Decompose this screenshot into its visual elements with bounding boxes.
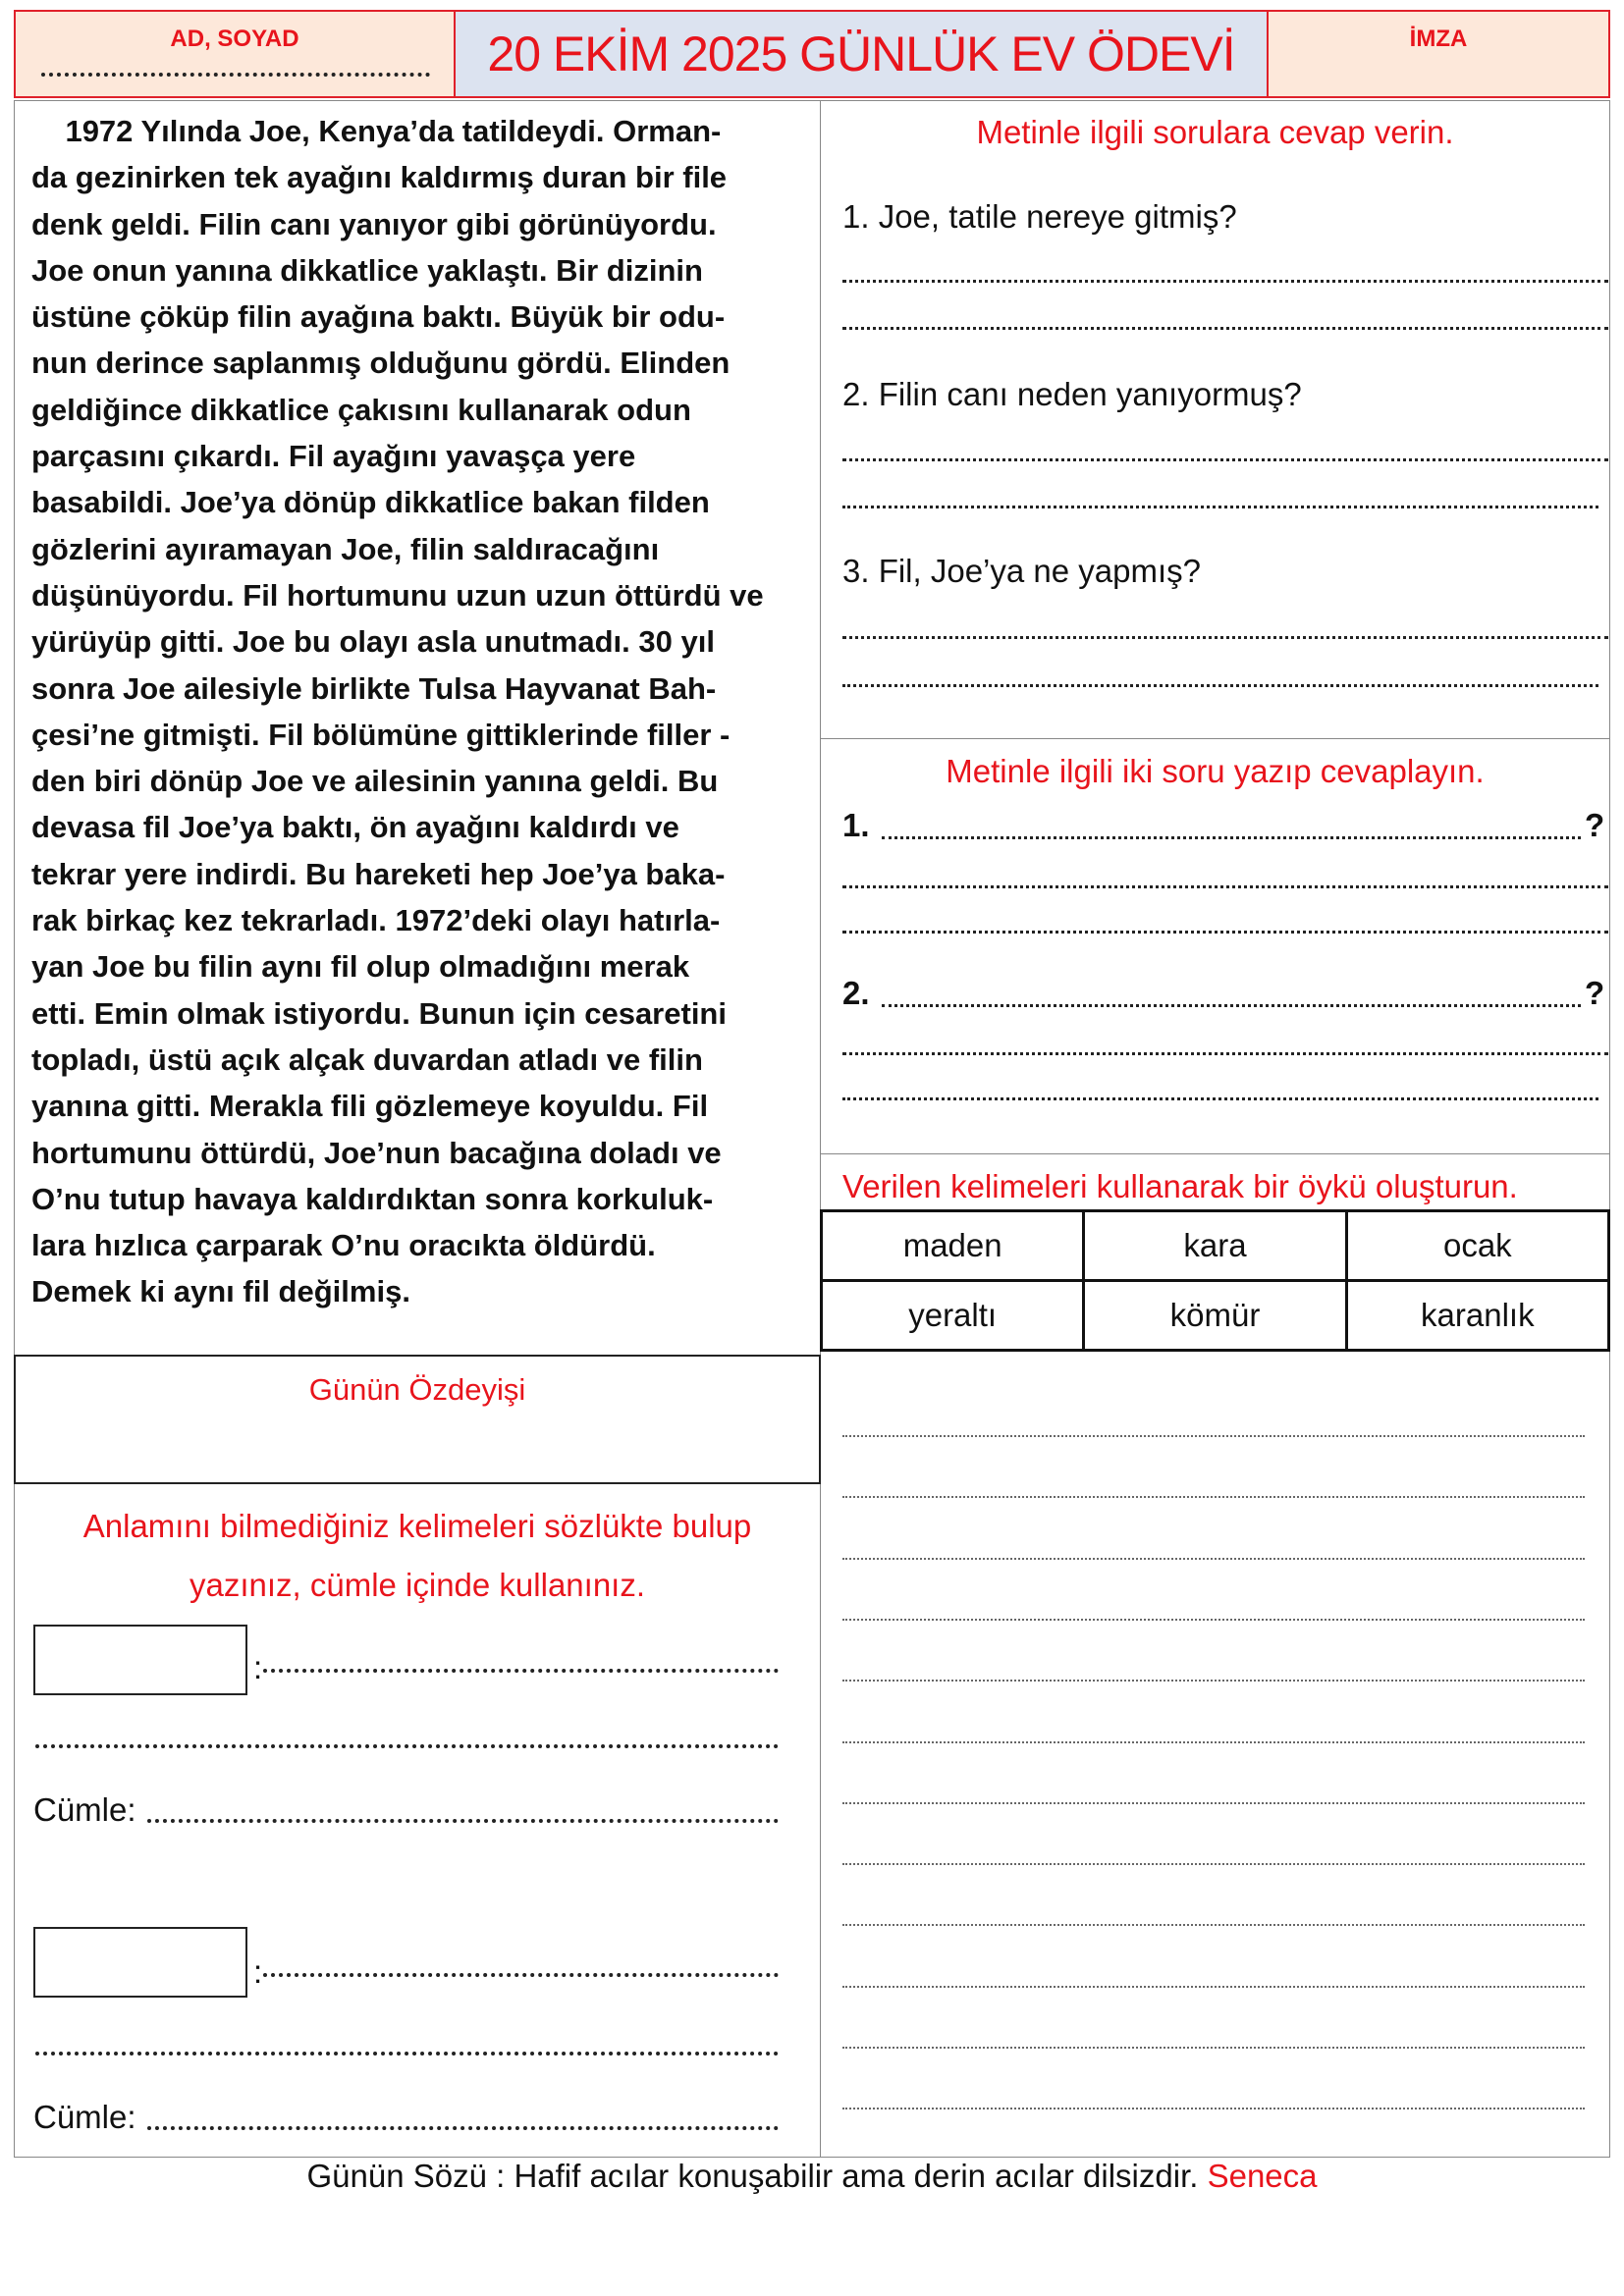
passage-line: etti. Emin olmak istiyordu. Bunun için cesaretini	[31, 995, 727, 1031]
story-line[interactable]	[842, 1680, 1585, 1682]
write-question-line-2[interactable]	[882, 1004, 1581, 1007]
story-word: kara	[1084, 1211, 1346, 1281]
story-word: maden	[822, 1211, 1084, 1281]
name-field[interactable]	[14, 10, 456, 98]
signature-field[interactable]	[1267, 10, 1610, 98]
vocabulary-instructions	[14, 1497, 821, 1615]
quote-of-day-title: Günün Özdeyişi	[308, 1372, 526, 1407]
sentence-line-2[interactable]	[147, 2126, 779, 2130]
meaning-line-1b[interactable]	[35, 1744, 779, 1748]
questions-title: Metinle ilgili sorulara cevap verin.	[976, 114, 1454, 150]
story-line[interactable]	[842, 1802, 1585, 1804]
sentence-label-2: Cümle:	[33, 2099, 136, 2135]
reading-passage	[31, 108, 817, 1315]
question-3: 3. Fil, Joe’ya ne yapmış?	[842, 553, 1201, 589]
story-title: Verilen kelimeleri kullanarak bir öykü oluşturun.	[842, 1168, 1518, 1204]
story-line[interactable]	[842, 1924, 1585, 1926]
answer-line[interactable]	[842, 931, 1608, 934]
colon-1: :	[253, 1649, 263, 1685]
passage-line: O’nu tutup havaya kaldırdıktan sonra korkuluk-	[31, 1181, 714, 1216]
question-mark-2: ?	[1585, 975, 1605, 1011]
passage-line: gözlerini ayıramayan Joe, filin saldıracağını	[31, 531, 660, 566]
passage-line: lara hızlıca çarparak O’nu oracıkta öldürdü.	[31, 1228, 656, 1263]
story-line[interactable]	[842, 1435, 1585, 1437]
table-row	[822, 1281, 1609, 1351]
passage-line: çesi’ne gitmişti. Fil bölümüne gittiklerinde filler -	[31, 717, 731, 752]
passage-line: denk geldi. Filin canı yanıyor gibi görünüyordu.	[31, 206, 717, 241]
colon-2: :	[253, 1953, 263, 1990]
answer-line[interactable]	[842, 458, 1608, 461]
passage-line: yanına gitti. Merakla fili gözlemeye koyuldu. Fil	[31, 1089, 709, 1124]
passage-line: nun derince saplanmış olduğunu gördü. Elinden	[31, 346, 731, 381]
story-line[interactable]	[842, 1986, 1585, 1988]
question-mark-1: ?	[1585, 807, 1605, 843]
answer-line[interactable]	[842, 684, 1598, 687]
quote-of-day-box	[14, 1355, 821, 1484]
passage-line: Demek ki aynı fil değilmiş.	[31, 1274, 410, 1309]
passage-line: düşünüyordu. Fil hortumunu uzun uzun öttürdü ve	[31, 577, 764, 613]
passage-line: rak birkaç kez tekrarladı. 1972’deki olayı hatırla-	[31, 903, 721, 938]
story-words-table	[820, 1209, 1610, 1352]
word-box-2[interactable]	[33, 1927, 247, 1998]
name-label: AD, SOYAD	[170, 26, 299, 52]
sentence-line-1[interactable]	[147, 1819, 779, 1823]
passage-line: devasa fil Joe’ya baktı, ön ayağını kaldırdı ve	[31, 810, 679, 845]
passage-line: topladı, üstü açık alçak duvardan atladı ve filin	[31, 1041, 703, 1077]
footer-quote-text: Günün Sözü : Hafif acılar konuşabilir ama derin acılar dilsizdir.	[306, 2158, 1199, 2194]
answer-line[interactable]	[842, 327, 1608, 330]
answer-line[interactable]	[842, 1052, 1608, 1055]
meaning-line-2[interactable]	[263, 1973, 779, 1977]
answer-line[interactable]	[842, 1097, 1598, 1100]
passage-line: sonra Joe ailesiyle birlikte Tulsa Hayvanat Bah-	[31, 670, 717, 706]
passage-line: yürüyüp gitti. Joe bu olayı asla unutmadı. 30 yıl	[31, 624, 715, 660]
answer-line[interactable]	[842, 280, 1608, 283]
passage-line: yan Joe bu filin aynı fil olup olmadığını merak	[31, 949, 690, 985]
answer-line[interactable]	[842, 636, 1608, 639]
passage-line: den biri dönüp Joe ve ailesinin yanına geldi. Bu	[31, 764, 719, 799]
section-divider	[820, 1153, 1610, 1154]
vocabulary-title-line2: yazınız, cümle içinde kullanınız.	[189, 1567, 646, 1603]
story-line[interactable]	[842, 2108, 1585, 2109]
footer-quote	[0, 2158, 1624, 2195]
write-questions-title: Metinle ilgili iki soru yazıp cevaplayın.	[946, 753, 1485, 789]
story-line[interactable]	[842, 1741, 1585, 1743]
column-divider	[820, 100, 821, 2158]
passage-line: üstüne çöküp filin ayağına baktı. Büyük bir odu-	[31, 299, 726, 335]
meaning-line-2b[interactable]	[35, 2052, 779, 2056]
question-1: 1. Joe, tatile nereye gitmiş?	[842, 198, 1237, 235]
answer-line[interactable]	[842, 506, 1598, 508]
passage-line: parçasını çıkardı. Fil ayağını yavaşça yere	[31, 439, 636, 474]
story-word: kömür	[1084, 1281, 1346, 1351]
passage-line: 1972 Yılında Joe, Kenya’da tatildeydi. Orman-	[31, 114, 722, 148]
vocabulary-title-line1: Anlamını bilmediğiniz kelimeleri sözlükte bulup	[82, 1508, 752, 1544]
write-question-number-1: 1.	[842, 807, 870, 843]
table-row	[822, 1211, 1609, 1281]
title-cell	[454, 10, 1269, 98]
passage-line: Joe onun yanına dikkatlice yaklaştı. Bir dizinin	[31, 252, 703, 288]
passage-line: tekrar yere indirdi. Bu hareketi hep Joe’ya baka-	[31, 856, 726, 891]
section-divider	[820, 738, 1610, 739]
question-2: 2. Filin canı neden yanıyormuş?	[842, 376, 1302, 412]
passage-line: basabildi. Joe’ya dönüp dikkatlice bakan filden	[31, 485, 710, 520]
sentence-label-1: Cümle:	[33, 1791, 136, 1828]
page-title: 20 EKİM 2025 GÜNLÜK EV ÖDEVİ	[487, 27, 1235, 81]
story-line[interactable]	[842, 1558, 1585, 1560]
write-question-number-2: 2.	[842, 975, 870, 1011]
name-dotted-line	[41, 73, 430, 77]
passage-line: hortumunu öttürdü, Joe’nun bacağına doladı ve	[31, 1135, 722, 1170]
passage-line: geldiğince dikkatlice çakısını kullanarak odun	[31, 392, 691, 427]
story-word: ocak	[1346, 1211, 1608, 1281]
story-line[interactable]	[842, 2047, 1585, 2049]
footer-quote-author: Seneca	[1207, 2158, 1318, 2194]
word-box-1[interactable]	[33, 1625, 247, 1695]
meaning-line-1[interactable]	[263, 1669, 779, 1673]
story-line[interactable]	[842, 1863, 1585, 1865]
answer-line[interactable]	[842, 885, 1608, 888]
story-line[interactable]	[842, 1619, 1585, 1621]
story-line[interactable]	[842, 1496, 1585, 1498]
passage-line: da gezinirken tek ayağını kaldırmış duran bir file	[31, 160, 728, 195]
write-question-line-1[interactable]	[882, 836, 1581, 839]
signature-label: İMZA	[1409, 26, 1468, 52]
story-word: yeraltı	[822, 1281, 1084, 1351]
story-word: karanlık	[1346, 1281, 1608, 1351]
